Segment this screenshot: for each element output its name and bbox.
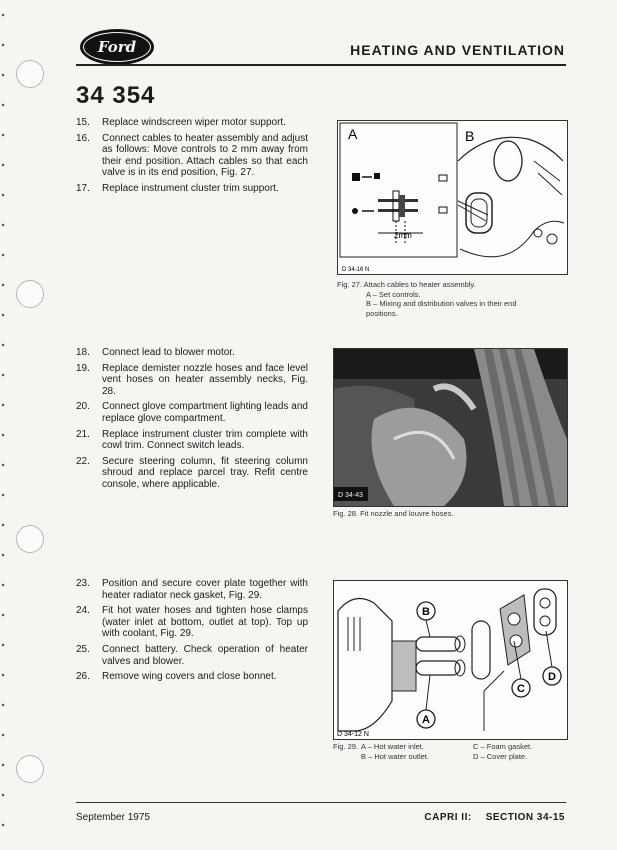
step-number: 19. — [76, 362, 90, 374]
fig29-caption-a: A – Hot water inlet. — [361, 742, 424, 751]
figure-27 — [337, 120, 568, 275]
fig29-ref: D 34-12 N — [337, 731, 369, 738]
step-item — [76, 133, 308, 179]
fig29-callout-b: B — [422, 606, 430, 618]
figure-28-photo — [333, 348, 568, 507]
step-number: 22. — [76, 455, 90, 467]
page-header-title: HEATING AND VENTILATION — [350, 42, 565, 58]
step-text: Remove wing covers and close bonnet. — [102, 671, 277, 683]
step-number: 25. — [76, 643, 90, 655]
step-text: Connect cables to heater assembly and adjust as follows: Move controls to 2 mm away from their end position. Attach cables so that each valve is in its end position, Fig. 27. — [102, 132, 308, 179]
fig29-caption-prefix: Fig. 29. — [333, 742, 359, 751]
step-number: 18. — [76, 347, 90, 358]
step-text: Fit hot water hoses and tighten hose clamps (water inlet at bottom, outlet at top). Top up with coolant, Fig. 29. — [102, 605, 308, 640]
step-number: 20. — [76, 401, 90, 413]
step-item — [76, 347, 308, 359]
step-text: Connect glove compartment lighting leads and replace glove compartment. — [102, 401, 308, 424]
step-number: 16. — [76, 132, 90, 144]
footer-section-number: SECTION 34-15 — [485, 812, 565, 823]
step-number: 17. — [76, 182, 90, 194]
fig27-caption-a: A – Set controls. — [366, 289, 421, 299]
fig29-caption-b: B – Hot water outlet. — [361, 751, 429, 761]
step-number: 24. — [76, 605, 90, 617]
fig27-caption — [337, 280, 566, 318]
step-text: Replace demister nozzle hoses and face level vent hoses on heater assembly necks, Fig. 28. — [102, 362, 308, 397]
fig29-caption-c: C – Foam gasket. — [473, 742, 533, 751]
fig27-ref: D 34-16 N — [342, 267, 370, 273]
fig29-callout-d: D — [548, 671, 556, 683]
steps-group-1 — [76, 117, 308, 199]
steps-group-2 — [76, 347, 308, 495]
step-text: Connect battery. Check operation of heater valves and blower. — [102, 643, 308, 667]
punch-hole — [16, 280, 44, 308]
step-item — [76, 401, 308, 424]
fig29-callout-c: C — [517, 683, 525, 695]
fig27-label-a: A — [348, 126, 358, 142]
step-number: 15. — [76, 117, 90, 128]
binder-edge — [0, 0, 6, 850]
section-number: 34 354 — [76, 82, 156, 109]
step-item — [76, 183, 308, 195]
fig29-callout-a: A — [422, 714, 430, 726]
header-rule — [76, 64, 566, 66]
fig27-caption-main: Fig. 27. Attach cables to heater assembly. — [337, 280, 476, 289]
fig27-dimension: 2mm — [394, 231, 412, 240]
fig28-ref: D 34-43 — [338, 492, 363, 499]
step-number: 21. — [76, 428, 90, 440]
step-item — [76, 429, 308, 452]
step-text: Replace instrument cluster trim complete with cowl trim. Connect switch leads. — [102, 428, 308, 452]
step-item — [76, 671, 308, 683]
step-number: 26. — [76, 671, 90, 683]
punch-hole — [16, 525, 44, 553]
punch-hole — [16, 60, 44, 88]
logo-text: Ford — [97, 38, 137, 56]
step-item — [76, 605, 308, 640]
footer-rule — [76, 802, 566, 803]
footer-date: September 1975 — [76, 812, 150, 823]
step-item — [76, 117, 308, 129]
step-text: Replace instrument cluster trim support. — [102, 182, 279, 194]
footer-model: CAPRI II: — [424, 812, 472, 823]
step-text: Secure steering column, fit steering column shroud and replace parcel tray. Refit centre console, where applicable. — [102, 455, 308, 490]
step-text: Position and secure cover plate together with heater radiator neck gasket, Fig. 29. — [102, 578, 308, 601]
step-item — [76, 456, 308, 491]
fig29-caption-d: D – Cover plate. — [473, 751, 528, 761]
step-text: Connect lead to blower motor. — [102, 347, 235, 358]
fig28-caption: Fig. 28. Fit nozzle and louvre hoses. — [333, 509, 454, 518]
step-number: 23. — [76, 578, 90, 589]
step-text: Replace windscreen wiper motor support. — [102, 117, 286, 128]
step-item — [76, 578, 308, 601]
step-item — [76, 363, 308, 398]
fig29-caption — [333, 742, 566, 761]
step-item — [76, 644, 308, 667]
punch-hole — [16, 755, 44, 783]
fig27-label-b: B — [465, 128, 475, 144]
footer-section — [410, 812, 565, 823]
ford-logo — [80, 29, 154, 65]
fig27-caption-b: B – Mixing and distribution valves in their end positions. — [366, 299, 517, 318]
steps-group-3 — [76, 578, 308, 687]
figure-29 — [333, 580, 568, 740]
